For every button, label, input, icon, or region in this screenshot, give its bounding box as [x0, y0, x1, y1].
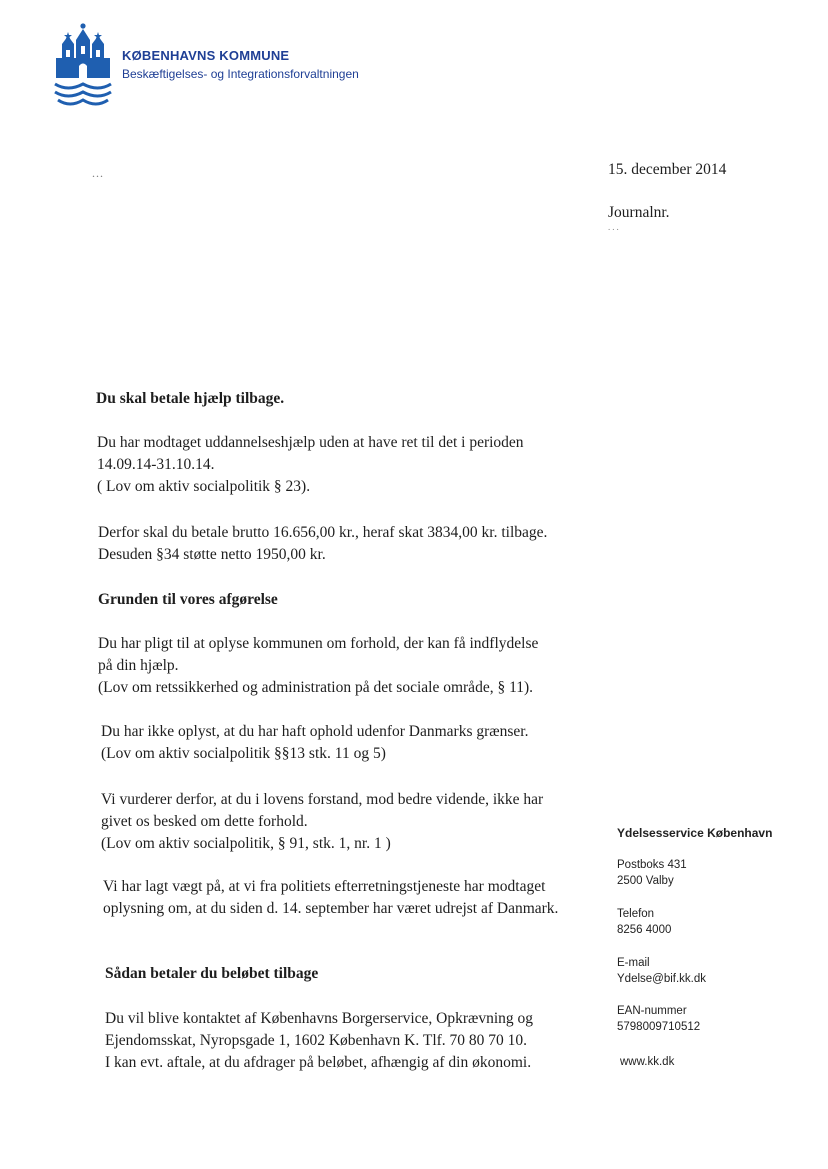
text-line: givet os besked om dette forhold.	[101, 813, 308, 830]
text-line: oplysning om, at du siden d. 14. september har været udrejst af Danmark.	[103, 900, 559, 917]
email-label: E-mail	[617, 957, 650, 969]
paragraph-emphasis	[103, 876, 603, 920]
text-line: Derfor skal du betale brutto 16.656,00 kr., heraf skat 3834,00 kr. tilbage.	[98, 524, 548, 541]
sidebar-ean	[617, 1003, 700, 1035]
paragraph-received-help	[97, 432, 617, 498]
text-line: Vi har lagt vægt på, at vi fra politiets efterretningstjeneste har modtaget	[103, 878, 546, 895]
text-line: Du har ikke oplyst, at du har haft ophold udenfor Danmarks grænser.	[101, 723, 529, 740]
text-line: I kan evt. aftale, at du afdrager på beløbet, afhængig af din økonomi.	[105, 1054, 532, 1071]
text-line: (Lov om retssikkerhed og administration på det sociale område, § 11).	[98, 679, 534, 696]
sidebar-website: www.kk.dk	[620, 1056, 675, 1068]
phone-label: Telefon	[617, 908, 655, 920]
recipient-address-fragment: ...	[92, 166, 104, 180]
letter-date: 15. december 2014	[608, 161, 727, 178]
text-line: Du har modtaget uddannelseshjælp uden at have ret til det i perioden	[97, 434, 524, 451]
text-line: Du vil blive kontaktet af Københavns Borgerservice, Opkrævning og	[105, 1010, 534, 1027]
sidebar-email	[617, 955, 706, 987]
text-line: Du har pligt til at oplyse kommunen om forhold, der kan få indflydelse	[98, 635, 539, 652]
heading-how-to-pay: Sådan betaler du beløbet tilbage	[105, 965, 319, 982]
organization-name: KØBENHAVNS KOMMUNE	[122, 48, 290, 63]
ean-label: EAN-nummer	[617, 1005, 687, 1017]
journal-number: ...	[608, 222, 621, 232]
paragraph-duty-to-inform	[98, 633, 618, 699]
sidebar-phone	[617, 906, 671, 938]
paragraph-assessment	[101, 789, 621, 855]
heading-reason: Grunden til vores afgørelse	[98, 591, 278, 608]
text-line: (Lov om aktiv socialpolitik, § 91, stk. 1, nr. 1 )	[101, 835, 391, 852]
text-line: Vi vurderer derfor, at du i lovens forstand, mod bedre vidende, ikke har	[101, 791, 544, 808]
postbox: Postboks 431	[617, 859, 687, 871]
email-address: Ydelse@bif.kk.dk	[617, 973, 707, 985]
ean-number: 5798009710512	[617, 1021, 701, 1033]
paragraph-payment	[105, 1008, 585, 1074]
sidebar-postal-address	[617, 857, 687, 889]
journal-label: Journalnr.	[608, 204, 670, 221]
text-line: ( Lov om aktiv socialpolitik § 23).	[97, 478, 311, 495]
text-line: Desuden §34 støtte netto 1950,00 kr.	[98, 546, 326, 563]
text-line: på din hjælp.	[98, 657, 179, 674]
heading-repay-help: Du skal betale hjælp tilbage.	[96, 390, 285, 407]
sidebar-title: Ydelsesservice København	[617, 826, 773, 840]
organization-department: Beskæftigelses- og Integrationsforvaltningen	[122, 67, 359, 81]
paragraph-not-informed	[101, 721, 621, 765]
paragraph-amount	[98, 522, 618, 566]
text-line: (Lov om aktiv socialpolitik §§13 stk. 11 og 5)	[101, 745, 386, 762]
text-line: 14.09.14-31.10.14.	[97, 456, 215, 473]
city-crest-logo-icon	[52, 22, 114, 112]
text-line: Ejendomsskat, Nyropsgade 1, 1602 København K. Tlf. 70 80 70 10.	[105, 1032, 528, 1049]
phone-number: 8256 4000	[617, 924, 672, 936]
postal-city: 2500 Valby	[617, 875, 674, 887]
